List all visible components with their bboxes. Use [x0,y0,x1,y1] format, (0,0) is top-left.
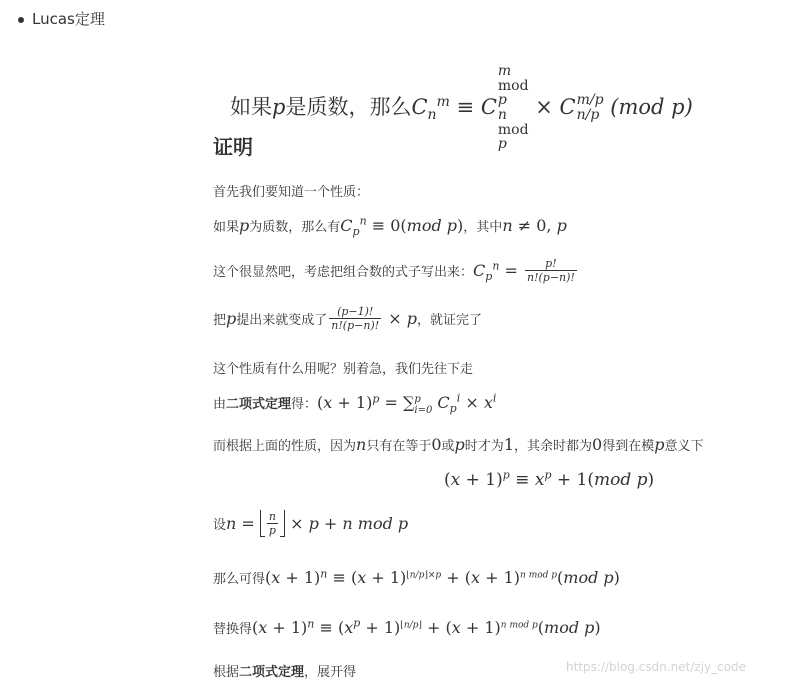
l7f: 得到在模 [602,439,655,454]
line-7: 而根据上面的性质，因为n只有在等于0或p时才为1，其余时都为0得到在模p意义下 [213,435,704,454]
bullet-dot [18,17,24,23]
l4c: ，就证完了 [416,313,482,328]
l3a: 这个很显然吧，考虑把组合数的式子写出来： [213,265,474,280]
l4a: 把 [213,313,227,328]
theorem-text-2: 是质数，那么 [285,95,412,120]
l11a: 替换得 [213,622,253,637]
line-11: 替换得$(x + 1)^n \equiv (x^p + 1)^{⌊n/p⌋} + (x + 1)^{n mod p}(mod$ p) [213,616,601,637]
line-3: 这个很显然吧，考虑把组合数的式子写出来：$C_p^n$ = $\frac{p!}{n!(p-n)!}$ [213,257,575,284]
l7b: 只有在等于 [366,439,432,454]
line-4: 把p提出来就变成了 $\frac{(p-1)!}{n!(p-n)!}$ × p，就证完了 [213,305,482,332]
line-1: 首先我们要知道一个性质： [213,185,370,200]
l6c: 得： [291,397,318,412]
line-6: 由二项式定理得：$(x + 1)^p$ = ∑ p i=0 $C_p^i \times x^i$ [213,391,497,416]
l2a: 如果 [213,220,240,235]
l4b: 提出来就变成了 [236,313,328,328]
theorem-formula: 如果p是质数，那么$C_n^m \equiv C$ m mod p n mod p × C m/p n/p (mod p) [230,63,693,153]
line-9: 设n = $\frac{n}{p}$ × p + n mod p [213,510,409,537]
line-10: 那么可得$(x + 1)^n \equiv (x + 1)^{⌊n/p⌋\times p} + (x + 1)^{n mod p}(mod$ p) [213,567,620,587]
l12b: 二项式定理 [239,665,305,680]
l2c: ，其中 [463,220,503,235]
l7c: 或 [441,439,455,454]
bullet-item [18,8,105,29]
line-12 [213,661,356,680]
l6a: 由 [213,397,227,412]
l7g: 意义下 [664,439,704,454]
theorem-text-1: 如果 [230,95,272,120]
l7e: ，其余时都为 [514,439,593,454]
line-8-formula: $(x + 1)^p \equiv x^p + 1(mod$ p) [444,468,655,490]
bullet-title: Lucas定理 [32,10,105,28]
l7d: 时才为 [464,439,504,454]
line-2: 如果p为质数，那么有$C_p^n \equiv 0(mod$ p)，其中n ≠ 0, p [213,214,567,239]
l6b: 二项式定理 [226,397,292,412]
proof-heading: 证明 [213,135,253,159]
l2b: 为质数，那么有 [249,220,341,235]
l10a: 那么可得 [213,572,266,587]
l7a: 而根据上面的性质，因为 [213,439,357,454]
l12a: 根据 [213,665,240,680]
l12c: ，展开得 [304,665,357,680]
watermark: https://blog.csdn.net/zjy_code [566,660,747,674]
line-5: 这个性质有什么用呢？别着急，我们先往下走 [213,362,474,377]
l9a: 设 [213,518,227,533]
